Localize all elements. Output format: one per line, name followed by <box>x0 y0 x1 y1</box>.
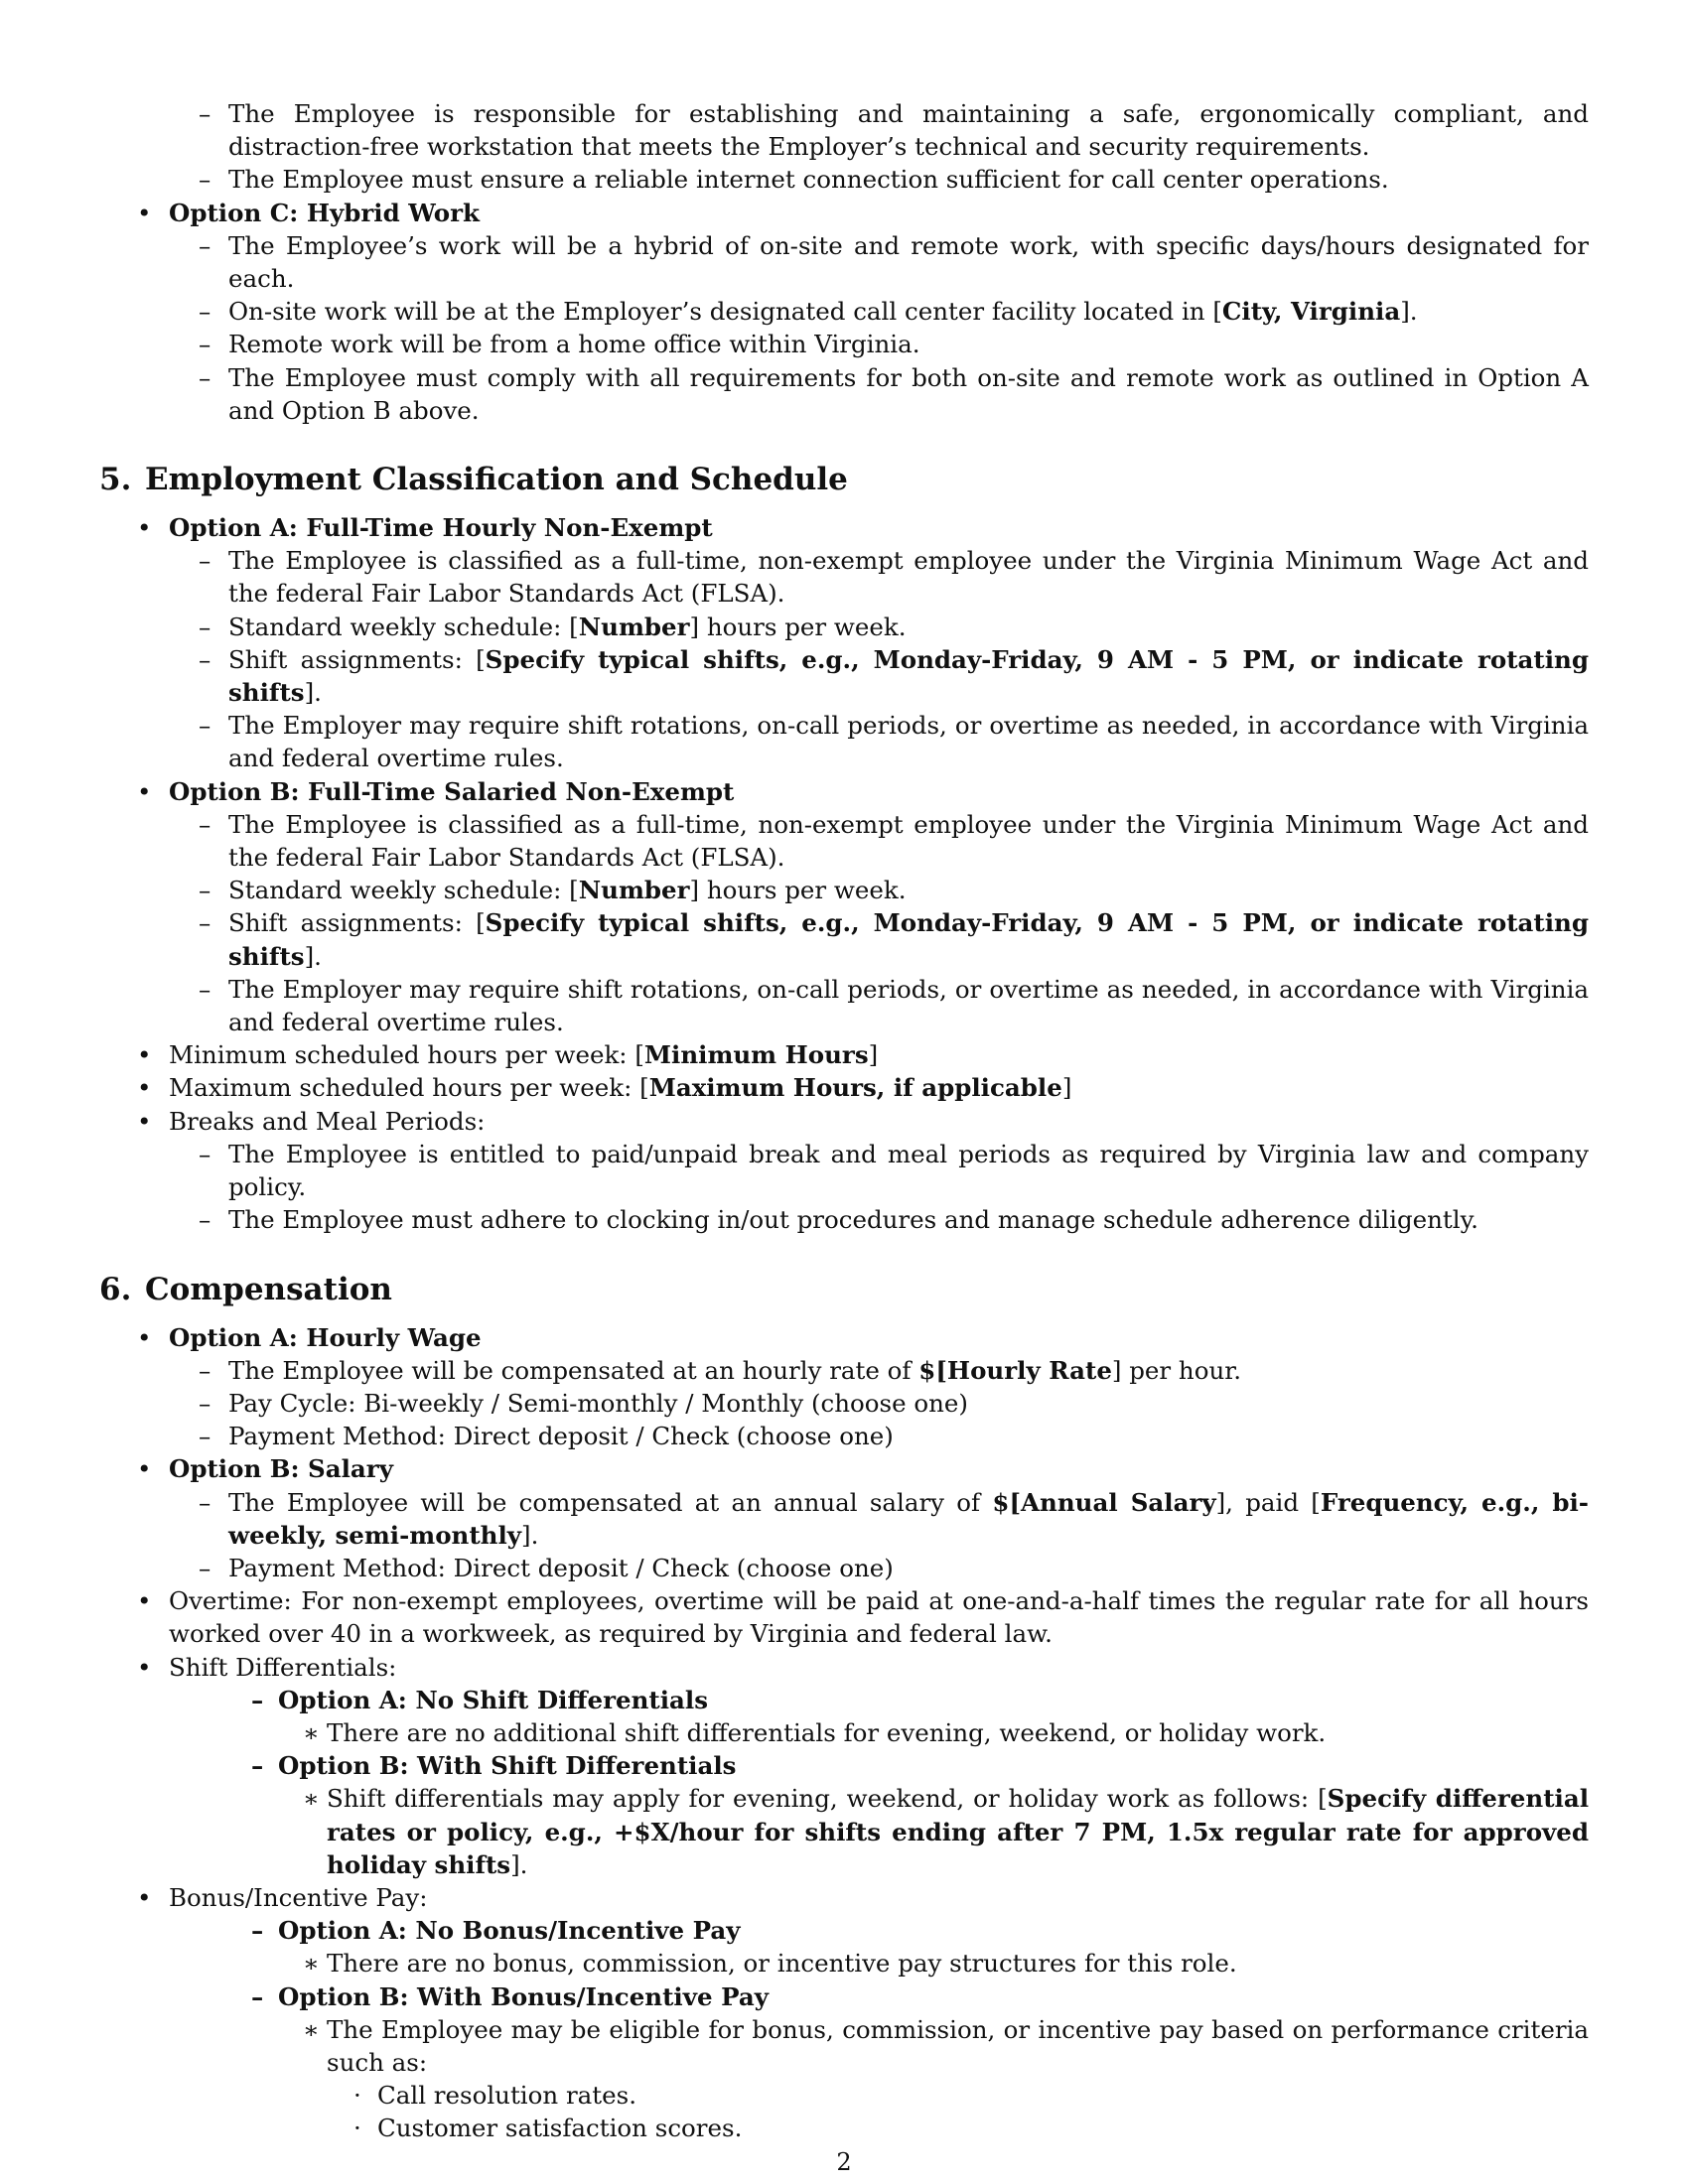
bullet-marker: • <box>137 1652 152 1682</box>
bullet-marker: • <box>137 1586 152 1616</box>
option-heading: – Option B: With Shift Differentials <box>99 1749 1589 1782</box>
dash-marker: – <box>199 612 211 641</box>
dash-marker: – <box>199 297 211 327</box>
list-item: – The Employee’s work will be a hybrid of on-site and remote work, with specific days/hours designated for each. <box>199 230 1589 294</box>
option-heading: – Option B: With Bonus/Incentive Pay <box>99 1980 1589 2013</box>
list-item: – Shift assignments: [Specify typical shifts, e.g., Monday-Friday, 9 AM - 5 PM, or indicate rotating shifts]. <box>199 908 1589 971</box>
bullet-marker: • <box>137 1040 152 1070</box>
list-item: – The Employee must comply with all requirements for both on-site and remote work as outlined in Option A and Option B above. <box>199 362 1589 425</box>
dash-marker: – <box>199 974 211 1004</box>
dash-marker: – <box>199 1487 211 1517</box>
list-item: • Shift Differentials: <box>99 1651 1589 1684</box>
list-item: – The Employee will be compensated at an hourly rate of $[Hourly Rate] per hour. <box>99 1354 1589 1387</box>
list-item: • Overtime: For non-exempt employees, overtime will be paid at one-and-a-half times the regular rate for all hours worked over 40 in a workweek, as required by Virginia and federal law. <box>137 1586 1589 1649</box>
bullet-marker: • <box>137 1106 152 1136</box>
list-item: – Remote work will be from a home office within Virginia. <box>99 328 1589 360</box>
placeholder-field: Specify differential rates or policy, e.g., +$X/hour for shifts ending after 7 PM, 1.5x regular rate for approved holiday shifts <box>327 1784 1589 1879</box>
bullet-marker: • <box>137 1882 152 1912</box>
asterisk-marker: ∗ <box>303 1949 320 1979</box>
list-item: – Payment Method: Direct deposit / Check (choose one) <box>99 1420 1589 1452</box>
list-item: – The Employee is responsible for establishing and maintaining a safe, ergonomically compliant, and distraction-free workstation that meets the Employer’s technical and security requirements. <box>199 99 1589 162</box>
list-item: – Standard weekly schedule: [Number] hours per week. <box>99 611 1589 643</box>
option-heading: • Option B: Full-Time Salaried Non-Exempt <box>99 775 1589 808</box>
dash-marker: – <box>199 1355 211 1385</box>
dot-marker: · <box>353 2114 361 2143</box>
dash-marker: – <box>251 1981 264 2011</box>
list-item: – The Employer may require shift rotations, on-call periods, or overtime as needed, in accordance with Virginia and federal overtime rules. <box>199 711 1589 773</box>
list-item: · Call resolution rates. <box>99 2079 1589 2112</box>
dash-marker: – <box>199 546 211 576</box>
dash-marker: – <box>251 1916 264 1946</box>
list-item: • Minimum scheduled hours per week: [Minimum Hours] <box>99 1038 1589 1071</box>
dash-marker: – <box>199 809 211 839</box>
list-item: ∗ There are no bonus, commission, or incentive pay structures for this role. <box>99 1947 1589 1979</box>
placeholder-field: Specify typical shifts, e.g., Monday-Friday, 9 AM - 5 PM, or indicate rotating shifts <box>228 644 1589 708</box>
list-item: – The Employee is classified as a full-time, non-exempt employee under the Virginia Minimum Wage Act and the federal Fair Labor Standards Act (FLSA). <box>199 809 1589 873</box>
bullet-marker: • <box>137 1454 152 1484</box>
dash-marker: – <box>199 876 211 905</box>
dash-marker: – <box>251 1751 264 1781</box>
placeholder-field: Frequency, e.g., bi-weekly, semi-monthly <box>228 1487 1589 1550</box>
document-body <box>99 97 1589 2145</box>
list-item: – The Employee will be compensated at an annual salary of $[Annual Salary], paid [Frequency, e.g., bi-weekly, semi-monthly]. <box>199 1487 1589 1550</box>
dash-marker: – <box>199 1139 211 1168</box>
placeholder-field: $[Annual Salary <box>992 1487 1216 1517</box>
placeholder-field: Minimum Hours <box>643 1040 869 1070</box>
list-item: – Shift assignments: [Specify typical shifts, e.g., Monday-Friday, 9 AM - 5 PM, or indicate rotating shifts]. <box>199 644 1589 708</box>
dash-marker: – <box>199 230 211 260</box>
list-item: – The Employee is classified as a full-time, non-exempt employee under the Virginia Minimum Wage Act and the federal Fair Labor Standards Act (FLSA). <box>199 546 1589 609</box>
placeholder-field: Number <box>578 612 690 641</box>
list-item: – The Employee is entitled to paid/unpaid break and meal periods as required by Virginia law and company policy. <box>199 1139 1589 1202</box>
list-item: – On-site work will be at the Employer’s designated call center facility located in [City, Virginia]. <box>99 295 1589 328</box>
bullet-marker: • <box>137 198 152 227</box>
list-item: ∗ There are no additional shift differentials for evening, weekend, or holiday work. <box>99 1716 1589 1749</box>
dash-marker: – <box>199 165 211 195</box>
placeholder-field: Specify typical shifts, e.g., Monday-Friday, 9 AM - 5 PM, or indicate rotating shifts <box>228 908 1589 971</box>
list-item: ∗ The Employee may be eligible for bonus, commission, or incentive pay based on performance criteria such as: <box>303 2014 1589 2077</box>
list-item: – The Employee must ensure a reliable internet connection sufficient for call center operations. <box>99 163 1589 196</box>
placeholder-field: City, Virginia <box>1221 297 1401 327</box>
dash-marker: – <box>199 644 211 674</box>
dash-marker: – <box>199 99 211 128</box>
dash-marker: – <box>199 1422 211 1451</box>
option-heading: – Option A: No Shift Differentials <box>99 1684 1589 1716</box>
option-heading: – Option A: No Bonus/Incentive Pay <box>99 1914 1589 1947</box>
dash-marker: – <box>199 330 211 359</box>
placeholder-field: $[Hourly Rate <box>918 1355 1112 1385</box>
list-item: • Maximum scheduled hours per week: [Maximum Hours, if applicable] <box>99 1071 1589 1104</box>
bullet-marker: • <box>137 513 152 543</box>
dash-marker: – <box>251 1685 264 1714</box>
list-item: – Pay Cycle: Bi-weekly / Semi-monthly / Monthly (choose one) <box>99 1387 1589 1420</box>
list-item: • Breaks and Meal Periods: <box>99 1105 1589 1138</box>
list-item: • Bonus/Incentive Pay: <box>99 1881 1589 1914</box>
section-heading-5: 5. Employment Classification and Schedule <box>99 462 848 498</box>
list-item: ∗ Shift differentials may apply for evening, weekend, or holiday work as follows: [Specify differential rates or policy, e.g., +$X/hour for shifts ending after 7 PM, 1.5x regular rate for approved holiday shifts]. <box>303 1784 1589 1879</box>
list-item: – Payment Method: Direct deposit / Check (choose one) <box>99 1552 1589 1584</box>
asterisk-marker: ∗ <box>303 1784 320 1814</box>
bullet-marker: • <box>137 1073 152 1103</box>
placeholder-field: Maximum Hours, if applicable <box>648 1073 1062 1103</box>
dot-marker: · <box>353 2081 361 2111</box>
bullet-marker: • <box>137 1322 152 1352</box>
list-item: – The Employee must adhere to clocking in/out procedures and manage schedule adherence diligently. <box>99 1203 1589 1236</box>
dash-marker: – <box>199 1388 211 1418</box>
dash-marker: – <box>199 1553 211 1582</box>
dash-marker: – <box>199 711 211 741</box>
option-heading: • Option A: Hourly Wage <box>99 1321 1589 1354</box>
option-heading: • Option B: Salary <box>99 1452 1589 1485</box>
option-heading: • Option C: Hybrid Work <box>99 197 1589 229</box>
bullet-marker: • <box>137 776 152 806</box>
dash-marker: – <box>199 908 211 938</box>
asterisk-marker: ∗ <box>303 1717 320 1747</box>
asterisk-marker: ∗ <box>303 2014 320 2044</box>
list-item: · Customer satisfaction scores. <box>99 2112 1589 2144</box>
section-heading-6: 6. Compensation <box>99 1271 392 1307</box>
list-item: – The Employer may require shift rotations, on-call periods, or overtime as needed, in accordance with Virginia and federal overtime rules. <box>199 974 1589 1037</box>
dash-marker: – <box>199 362 211 392</box>
option-heading: • Option A: Full-Time Hourly Non-Exempt <box>99 511 1589 544</box>
page-number: 2 <box>836 2148 852 2176</box>
dash-marker: – <box>199 1205 211 1235</box>
placeholder-field: Number <box>578 876 690 905</box>
list-item: – Standard weekly schedule: [Number] hours per week. <box>99 874 1589 906</box>
